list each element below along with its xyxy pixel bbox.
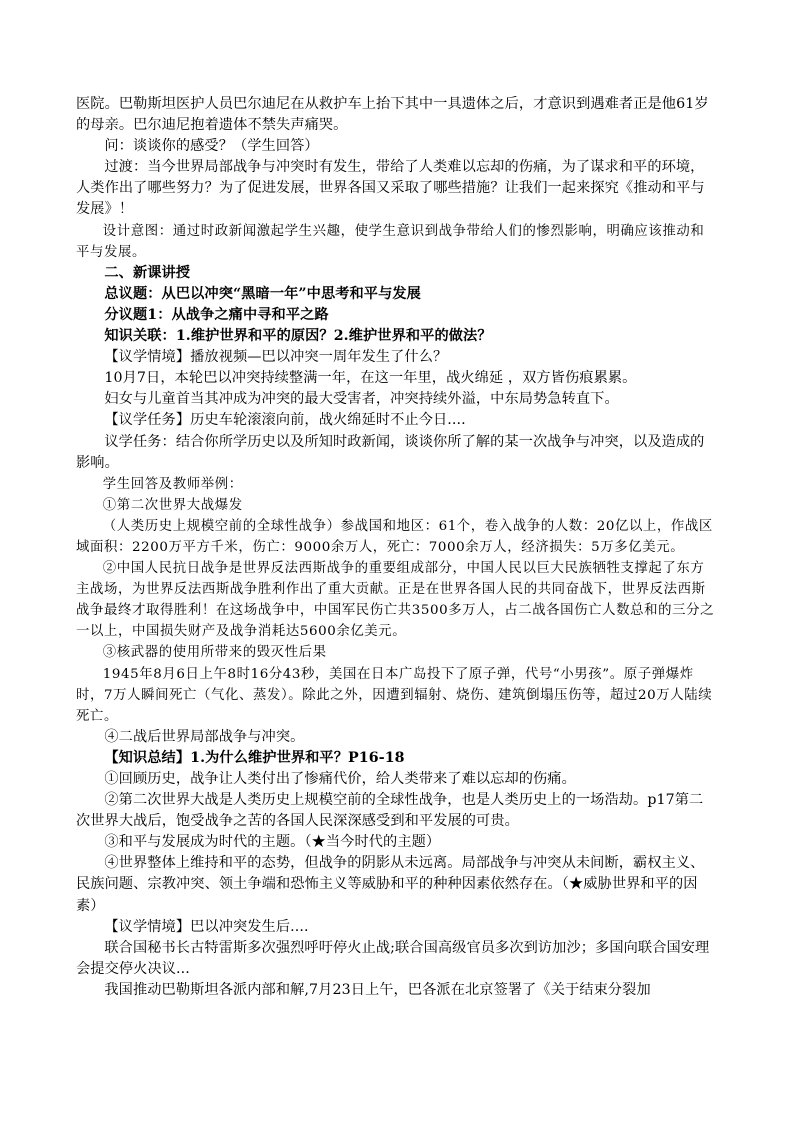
paragraph-task-history: 【议学任务】历史车轮滚滚向前，战火绵延时不止今日.... [104,412,466,429]
heading-subtopic-1: 分议题1：从战争之痛中寻和平之路 [104,306,329,323]
paragraph-wwii-stats: （人类历史上规模空前的全球性战争）参战国和地区：61个，卷入战争的人数：20亿以上，作战区域面积：2200万平方千米，伤亡：9000余万人，死亡：7000余万人，经济损失：5万多亿美元。 [76,518,713,555]
paragraph-oct7: 10月7日，本轮巴以冲突持续整满一年，在这一年里，战火绵延 ，双方皆伤痕累累。 [104,370,637,387]
section-heading-new-lesson: 二、新课讲授 [104,264,191,281]
paragraph-china-mediation: 我国推动巴勒斯坦各派内部和解,7月23日上午，巴各派在北京签署了《关于结束分裂加 [104,981,651,998]
paragraph-summary-2: ②第二次世界大战是人类历史上规模空前的全球性战争，也是人类历史上的一场浩劫。p17第二次世界大战后，饱受战争之苦的各国人民深深感受到和平发展的可贵。 [76,792,704,830]
heading-knowledge-summary: 【知识总结】1.为什么维护世界和平？P16-18 [104,749,405,766]
paragraph-wwii-outbreak: ①第二次世界大战爆发 [102,497,243,513]
paragraph-postwar-conflicts: ④二战后世界局部战争与冲突。 [104,728,305,745]
paragraph-design-intent: 设计意图：通过时政新闻激起学生兴趣，使学生意识到战争带给人们的惨烈影响，明确应该推动和平与发展。 [76,223,705,260]
paragraph-women-children: 妇女与儿童首当其冲成为冲突的最大受害者，冲突持续外溢，中东局势急转直下。 [104,391,619,408]
paragraph-china-resistance: ②中国人民抗日战争是世界反法西斯战争的重要组成部分，中国人民以巨大民族牺牲支撑起了东方主战场，为世界反法西斯战争胜利作出了重大贡献。正是在世界各国人民的共同奋战下，世界反法西斯战争最终才取得胜利！在这场战争中，中国军民伤亡共3500多万人，占二战各国伤亡人数总和的三分之一以上，中国损失财产及战争消耗达5600余亿美元。 [76,561,715,640]
paragraph-student-answers: 学生回答及教师举例： [102,476,243,492]
paragraph-task-detail: 议学任务：结合你所学历史以及所知时政新闻，谈谈你所了解的某一次战争与冲突，以及造成的影响。 [76,433,705,471]
paragraph-hiroshima: 1945年8月6日上午8时16分43秒，美国在日本广岛投下了原子弹，代号“小男孩”。原子弹爆炸时，7万人瞬间死亡（气化、蒸发）。除此之外，因遭到辐射、烧伤、建筑倒塌压伤等，超过20万人陆续死亡。 [76,666,713,724]
heading-knowledge-link: 知识关联：1.维护世界和平的原因？2.维护世界和平的做法？ [104,328,492,345]
paragraph-summary-4: ④世界整体上维持和平的态势，但战争的阴影从未远离。局部战争与冲突从未间断，霸权主义、民族问题、宗教冲突、领土争端和恐怖主义等威胁和平的种种因素依然存在。（★威胁世界和平的因素） [76,855,705,914]
paragraph-nuclear-heading: ③核武器的使用所带来的毁灭性后果 [102,645,327,661]
paragraph-scenario-video: 【议学情境】播放视频—巴以冲突一周年发生了什么？ [104,349,448,366]
paragraph-summary-3: ③和平与发展成为时代的主题。（★当今时代的主题） [104,834,441,851]
paragraph-hospital-story: 医院。巴勒斯坦医护人员巴尔迪尼在从救护车上抬下其中一具遗体之后，才意识到遇难者正是他61岁的母亲。巴尔迪尼抱着遗体不禁失声痛哭。 [76,96,709,134]
document-body [76,94,716,1001]
paragraph-question: 问：谈谈你的感受？（学生回答） [104,138,319,155]
paragraph-un-efforts: 联合国秘书长古特雷斯多次强烈呼吁停火止战;联合国高级官员多次到访加沙；多国向联合国安理会提交停火决议... [76,939,710,977]
paragraph-scenario-after: 【议学情境】巴以冲突发生后.... [104,918,309,935]
heading-main-topic: 总议题：从巴以冲突“黑暗一年”中思考和平与发展 [104,285,421,302]
paragraph-transition: 过渡：当今世界局部战争与冲突时有发生，带给了人类难以忘却的伤痛，为了谋求和平的环境，人类作出了哪些努力？为了促进发展，世界各国又采取了哪些措施？让我们一起来探究《推动和平与发展》！ [76,159,705,218]
paragraph-summary-1: ①回顾历史，战争让人类付出了惨痛代价，给人类带来了难以忘却的伤痛。 [104,771,576,787]
